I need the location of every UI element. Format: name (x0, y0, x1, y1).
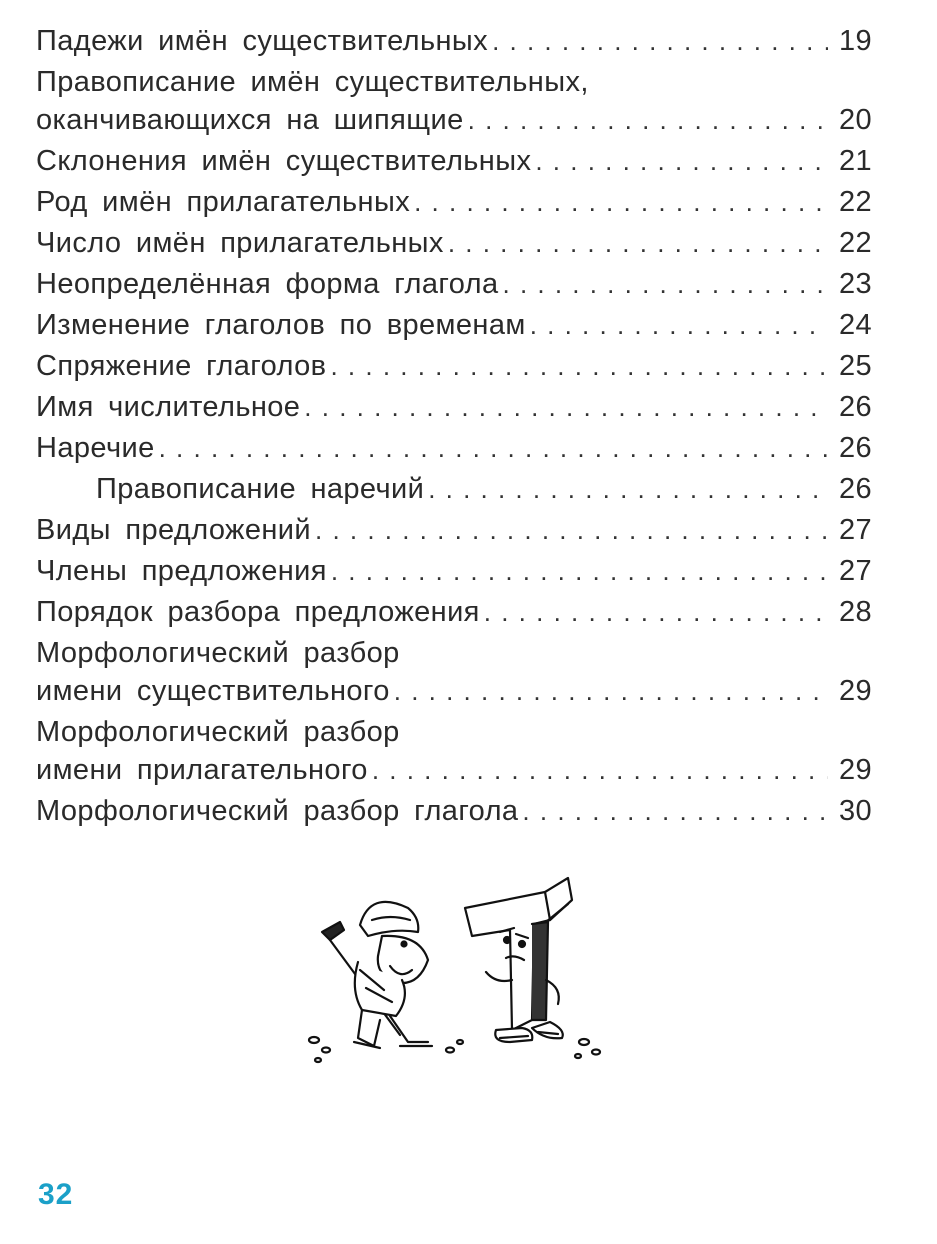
toc-entry-title: Род имён прилагательных (36, 186, 411, 218)
toc-entry-title-line1: Морфологический разбор (36, 637, 400, 669)
toc-entry-page: 26 (838, 473, 872, 505)
dot-leader (372, 751, 828, 789)
toc-entry (36, 511, 872, 549)
toc-entry-title: имени существительного (36, 675, 390, 707)
toc-entry-title: Члены предложения (36, 555, 327, 587)
dot-leader (492, 22, 828, 60)
toc-entry-page: 26 (838, 391, 872, 423)
toc-entry-title: Имя числительное (36, 391, 301, 423)
toc-entry-page: 24 (838, 309, 872, 341)
dot-leader (331, 552, 828, 590)
toc-entry-title: Наречие (36, 432, 155, 464)
toc-entry-page: 23 (838, 268, 872, 300)
dot-leader (522, 792, 828, 830)
toc-entry-page: 19 (838, 25, 872, 57)
toc-entry-title: Изменение глаголов по временам (36, 309, 526, 341)
toc-entry-title: имени прилагательного (36, 754, 368, 786)
toc-entry-title: Неопределённая форма глагола (36, 268, 499, 300)
toc-entry-page: 27 (838, 514, 872, 546)
toc-entry-page: 20 (838, 104, 872, 136)
toc-entry (36, 634, 872, 710)
toc-entry (36, 183, 872, 221)
toc-entry-title: Морфологический разбор глагола (36, 795, 519, 827)
dot-leader (484, 593, 828, 631)
toc-entry-title: Падежи имён существительных (36, 25, 489, 57)
toc-entry (36, 713, 872, 789)
dot-leader (530, 306, 828, 344)
toc-entry (36, 792, 872, 830)
toc-entry-title-line1: Морфологический разбор (36, 716, 400, 748)
toc-entry-page: 29 (838, 754, 872, 786)
toc-entry-page: 25 (838, 350, 872, 382)
toc-entry (36, 63, 872, 139)
dot-leader (304, 388, 828, 426)
toc-entry (36, 347, 872, 385)
toc-entry (36, 552, 872, 590)
dot-leader (330, 347, 828, 385)
toc-entry-title: Спряжение глаголов (36, 350, 327, 382)
toc-entry-title: Виды предложений (36, 514, 311, 546)
dot-leader (428, 470, 828, 508)
toc-entry-title: Порядок разбора предложения (36, 596, 480, 628)
toc-entry-page: 30 (838, 795, 872, 827)
toc-entry (36, 224, 872, 262)
toc-entry (36, 265, 872, 303)
toc-entry-title-line1: Правописание имён существительных, (36, 66, 589, 98)
dot-leader (503, 265, 829, 303)
gnome-and-letter-t-cartoon-icon (300, 870, 610, 1080)
table-of-contents (36, 22, 872, 833)
toc-entry-page: 21 (838, 145, 872, 177)
toc-entry-page: 22 (838, 227, 872, 259)
toc-subentry (36, 470, 872, 508)
toc-entry-page: 27 (838, 555, 872, 587)
toc-entry-page: 29 (838, 675, 872, 707)
toc-entry (36, 306, 872, 344)
toc-entry (36, 593, 872, 631)
toc-entry (36, 142, 872, 180)
dot-leader (535, 142, 828, 180)
toc-entry (36, 429, 872, 467)
dot-leader (448, 224, 828, 262)
page-number: 32 (38, 1178, 74, 1211)
dot-leader (468, 101, 828, 139)
toc-entry-page: 28 (838, 596, 872, 628)
toc-entry-page: 26 (838, 432, 872, 464)
toc-entry-title: Правописание наречий (96, 473, 425, 505)
dot-leader (315, 511, 828, 549)
toc-entry-title: оканчивающихся на шипящие (36, 104, 464, 136)
dot-leader (159, 429, 828, 467)
toc-entry-title: Число имён прилагательных (36, 227, 444, 259)
toc-entry-page: 22 (838, 186, 872, 218)
dot-leader (414, 183, 828, 221)
toc-entry-title: Склонения имён существительных (36, 145, 532, 177)
toc-entry (36, 22, 872, 60)
dot-leader (394, 672, 828, 710)
toc-entry (36, 388, 872, 426)
